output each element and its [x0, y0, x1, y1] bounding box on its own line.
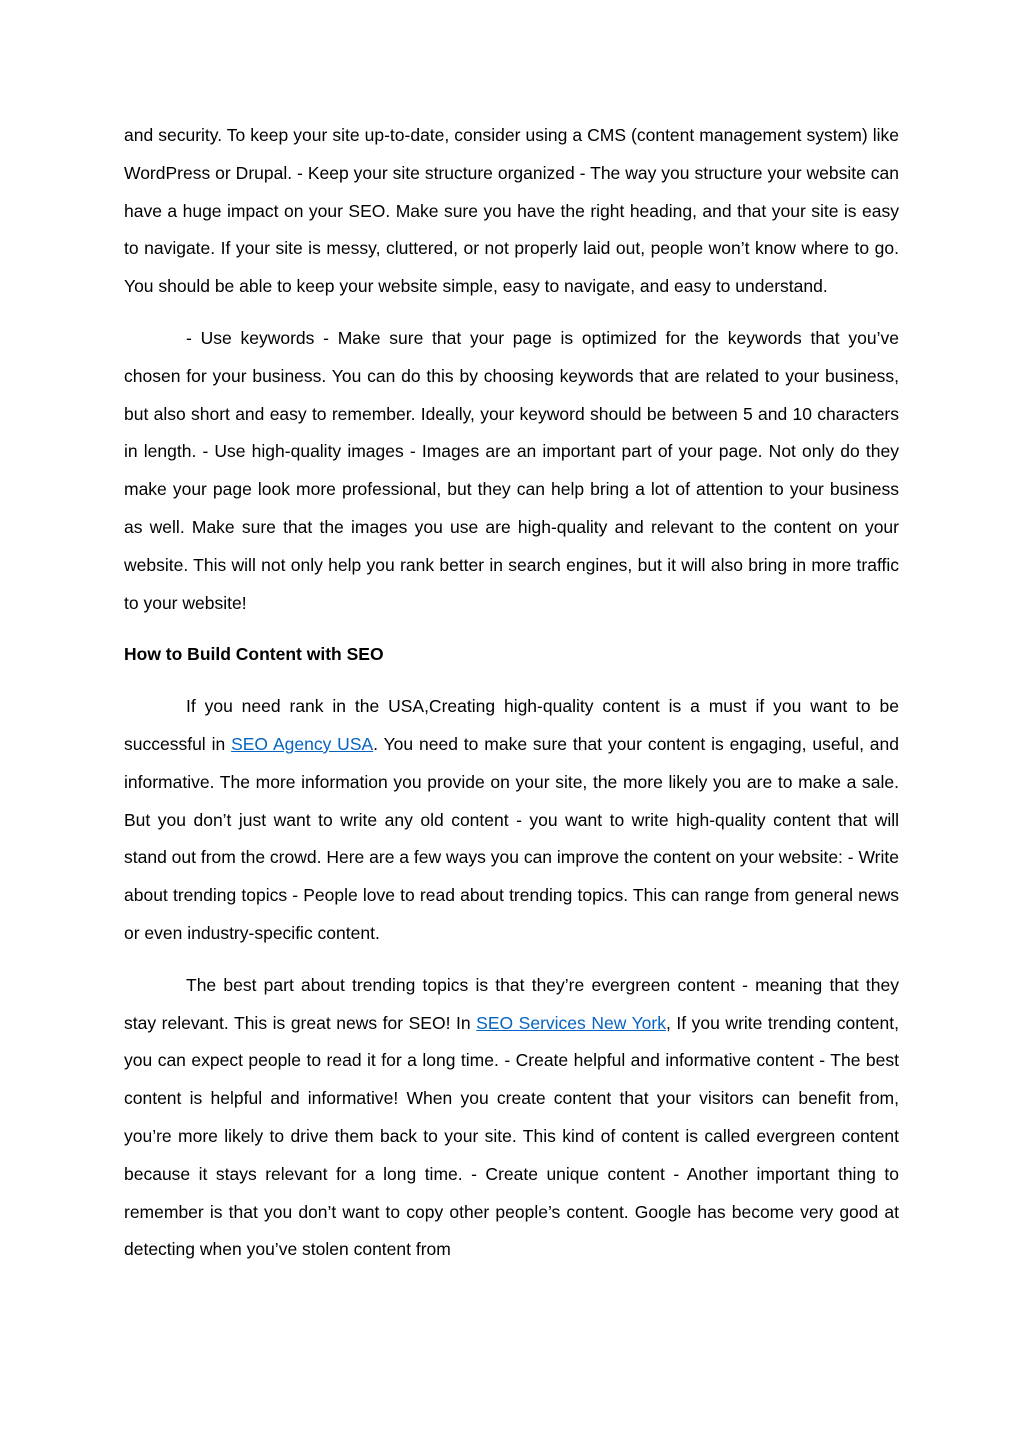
paragraph-content-quality — [124, 688, 899, 953]
paragraph-text-segment: . You need to make sure that your content is engaging, useful, and informative. The more information you provide on your site, the more likely you are to make a sale. But you don’t just want to write any old content - you want to write high-quality content that will stand out from the crowd. Here are a few ways you can improve the content on your website: - Write about trending topics - People love to read about trending topics. This can range from general news or even industry-specific content. — [124, 733, 899, 943]
paragraph-trending-topics — [124, 967, 899, 1269]
seo-agency-usa-link[interactable]: SEO Agency USA — [231, 733, 374, 754]
paragraph-keywords-images: - Use keywords - Make sure that your page is optimized for the keywords that you’ve chosen for your business. You can do this by choosing keywords that are related to your business, but also short and easy to remember. Ideally, your keyword should be between 5 and 10 characters in length. - Use high-quality images - Images are an important part of your page. Not only do they make your page look more professional, but they can help bring a lot of attention to your business as well. Make sure that the images you use are high-quality and relevant to the content on your website. This will not only help you rank better in search engines, but it will also bring in more traffic to your website! — [124, 327, 899, 613]
paragraph-text-segment: The best part about trending topics is that they’re evergreen content - meaning that they stay relevant. This is great news for SEO! In — [124, 974, 899, 1033]
seo-services-new-york-link[interactable]: SEO Services New York — [476, 1012, 666, 1033]
paragraph-text-segment: , If you write trending content, you can expect people to read it for a long time. - Create helpful and informative content - The best content is helpful and informative! When you create content that your visitors can benefit from, you’re more likely to drive them back to your site. This kind of content is called evergreen content because it stays relevant for a long time. - Create unique content - Another important thing to remember is that you don’t want to copy other people’s content. Google has become very good at detecting when you’ve stolen content from — [124, 1012, 899, 1260]
paragraph-site-structure: and security. To keep your site up-to-date, consider using a CMS (content management system) like WordPress or Drupal. - Keep your site structure organized - The way you structure your website can have a huge impact on your SEO. Make sure you have the right heading, and that your site is easy to navigate. If your site is messy, cluttered, or not properly laid out, people won’t know where to go. You should be able to keep your website simple, easy to navigate, and easy to understand. — [124, 125, 899, 297]
document-body — [124, 117, 899, 1283]
section-heading: How to Build Content with SEO — [124, 644, 384, 665]
paragraph-text-segment: If you need rank in the USA,Creating high-quality content is a must if you want to be successful in — [124, 696, 899, 754]
